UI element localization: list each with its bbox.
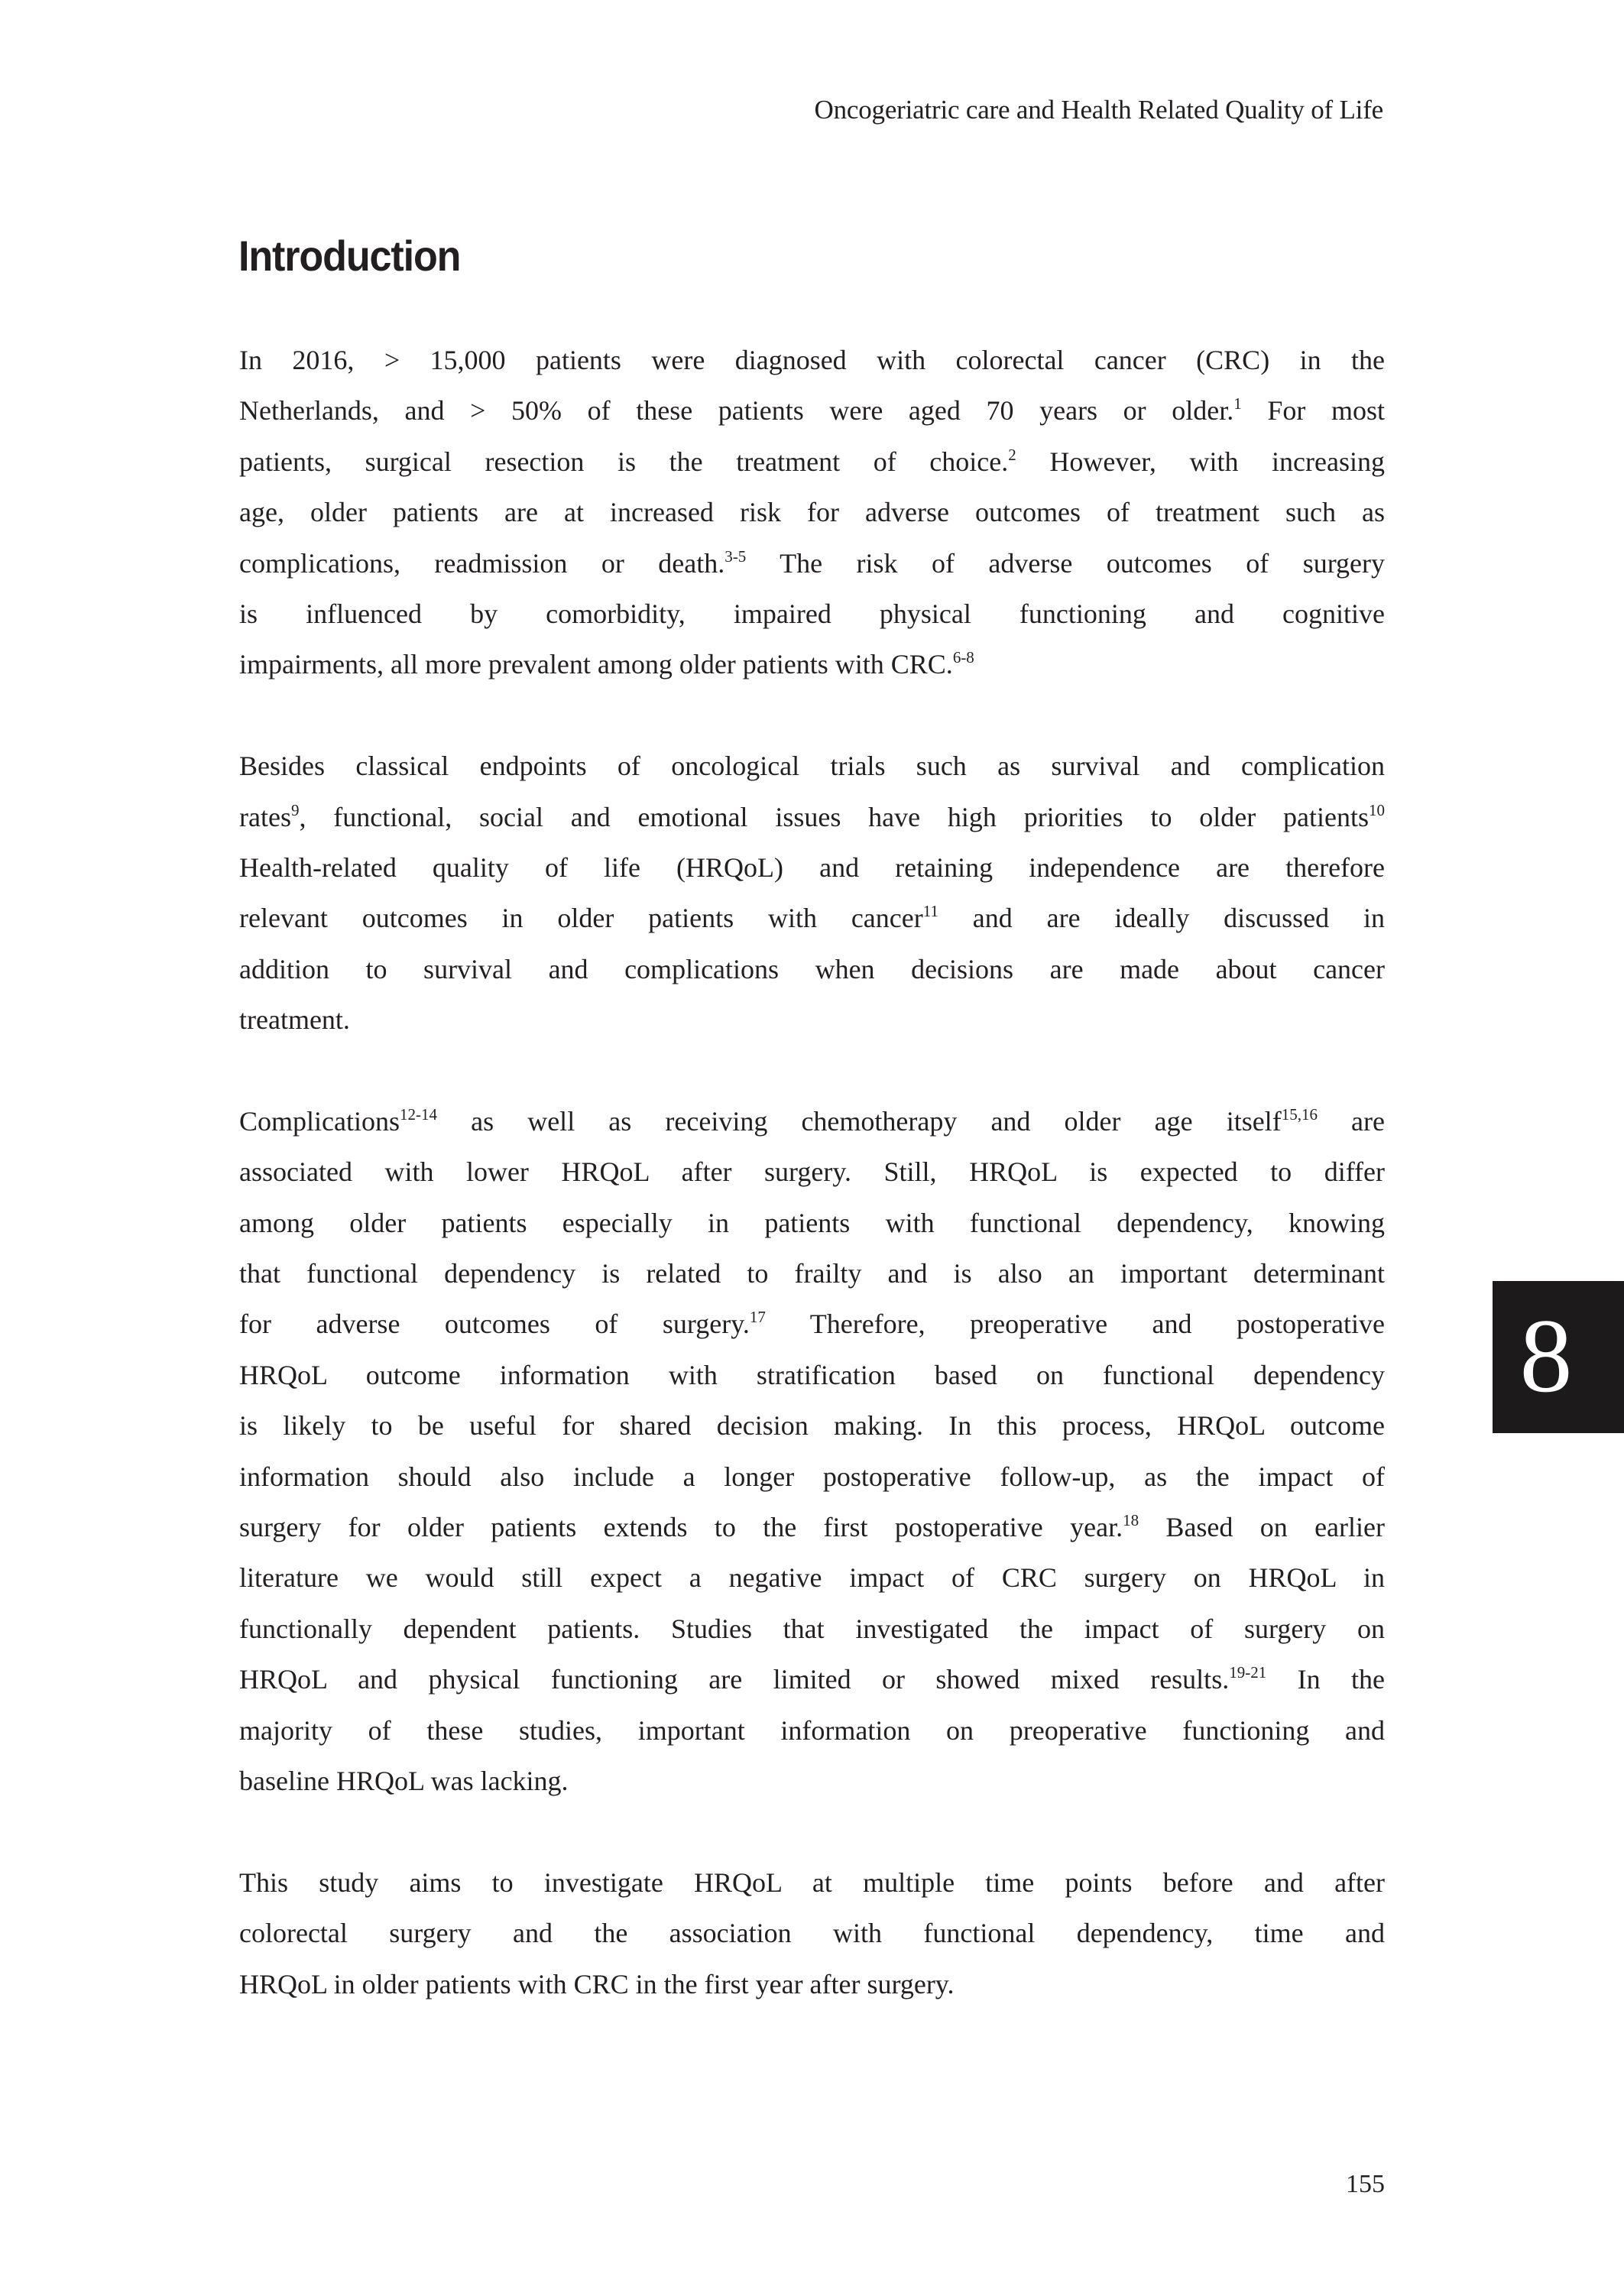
text-line: HRQoL outcome information with stratification based on functional dependency [239, 1359, 1385, 1390]
citation-superscript: 1 [1233, 394, 1242, 414]
text-line: age, older patients are at increased risk for adverse outcomes of treatment such as [239, 497, 1385, 528]
citation-superscript: 10 [1369, 800, 1385, 819]
text-line: information should also include a longer postoperative follow-up, as the impact of [239, 1461, 1385, 1492]
text-line: literature we would still expect a negative impact of CRC surgery on HRQoL in [239, 1562, 1385, 1594]
citation-superscript: 11 [922, 902, 938, 921]
text-line: that functional dependency is related to frailty and is also an important determinant [239, 1258, 1385, 1289]
text-line: impairments, all more prevalent among older patients with CRC.$^{6-8}$ [239, 648, 974, 680]
text-line: is likely to be useful for shared decision making. In this process, HRQoL outcome [239, 1410, 1385, 1442]
paragraph [239, 335, 1385, 690]
text-line: surgery for older patients extends to the first postoperative year.$^{18}$ Based on earlier [239, 1510, 1385, 1542]
text-line: patients, surgical resection is the treatment of choice.$^2$ However, with increasing [239, 445, 1385, 477]
text-line: baseline HRQoL was lacking. [239, 1765, 569, 1796]
text-line: Health-related quality of life (HRQoL) and retaining independence are therefore [239, 851, 1385, 883]
citation-superscript: 6-8 [952, 648, 974, 667]
text-line: HRQoL in older patients with CRC in the first year after surgery. [239, 1968, 955, 1999]
text-line: HRQoL and physical functioning are limited or showed mixed results.$^{19-21}$ In the [239, 1663, 1386, 1695]
text-line: In 2016, > 15,000 patients were diagnosed with colorectal cancer (CRC) in the [239, 345, 1385, 375]
running-header: Oncogeriatric care and Health Related Quality of Life [814, 95, 1383, 125]
text-line: for adverse outcomes of surgery.$^{17}$ Therefore, preoperative and postoperative [239, 1308, 1385, 1340]
text-line: Complications$^{12-14}$ as well as receiving chemotherapy and older age itself$^{15,16}$ are [239, 1104, 1385, 1137]
text-line: complications, readmission or death.$^{3-5}$ The risk of adverse outcomes of surgery [239, 546, 1386, 579]
citation-superscript: 17 [749, 1308, 766, 1327]
paragraph [239, 1096, 1385, 1806]
section-heading: Introduction [238, 232, 461, 280]
citation-superscript: 19-21 [1229, 1663, 1267, 1682]
text-line: treatment. [239, 1004, 350, 1036]
text-line: associated with lower HRQoL after surgery. Still, HRQoL is expected to differ [239, 1156, 1385, 1188]
chapter-number: 8 [1519, 1296, 1573, 1414]
citation-superscript: 18 [1123, 1510, 1139, 1529]
text-line: colorectal surgery and the association with functional dependency, time and [239, 1918, 1385, 1949]
citation-superscript: 3-5 [724, 546, 747, 566]
paragraph [239, 741, 1385, 1045]
text-line: This study aims to investigate HRQoL at multiple time points before and after [239, 1867, 1385, 1898]
paragraph [239, 1857, 1385, 2009]
text-line: Besides classical endpoints of oncological trials such as survival and complication [239, 751, 1385, 782]
citation-superscript: 2 [1008, 445, 1016, 464]
citation-superscript: 12-14 [400, 1104, 437, 1124]
text-line: functionally dependent patients. Studies that investigated the impact of surgery on [239, 1613, 1385, 1644]
text-line: rates$^9$, functional, social and emotional issues have high priorities to older patients$^{10}$ [239, 800, 1385, 832]
text-line: among older patients especially in patients with functional dependency, knowing [239, 1207, 1385, 1238]
page-number: 155 [1346, 2170, 1385, 2198]
body-text [239, 335, 1385, 2060]
text-line: relevant outcomes in older patients with cancer$^{11}$ and are ideally discussed in [239, 902, 1385, 934]
chapter-tab [1493, 1281, 1624, 1433]
text-line: addition to survival and complications when decisions are made about cancer [239, 953, 1385, 984]
citation-superscript: 15,16 [1281, 1104, 1318, 1124]
citation-superscript: 9 [290, 800, 300, 819]
text-line: Netherlands, and > 50% of these patients were aged 70 years or older.$^1$ For most [239, 394, 1385, 426]
text-line: is influenced by comorbidity, impaired physical functioning and cognitive [239, 598, 1385, 629]
text-line: majority of these studies, important information on preoperative functioning and [239, 1714, 1385, 1746]
